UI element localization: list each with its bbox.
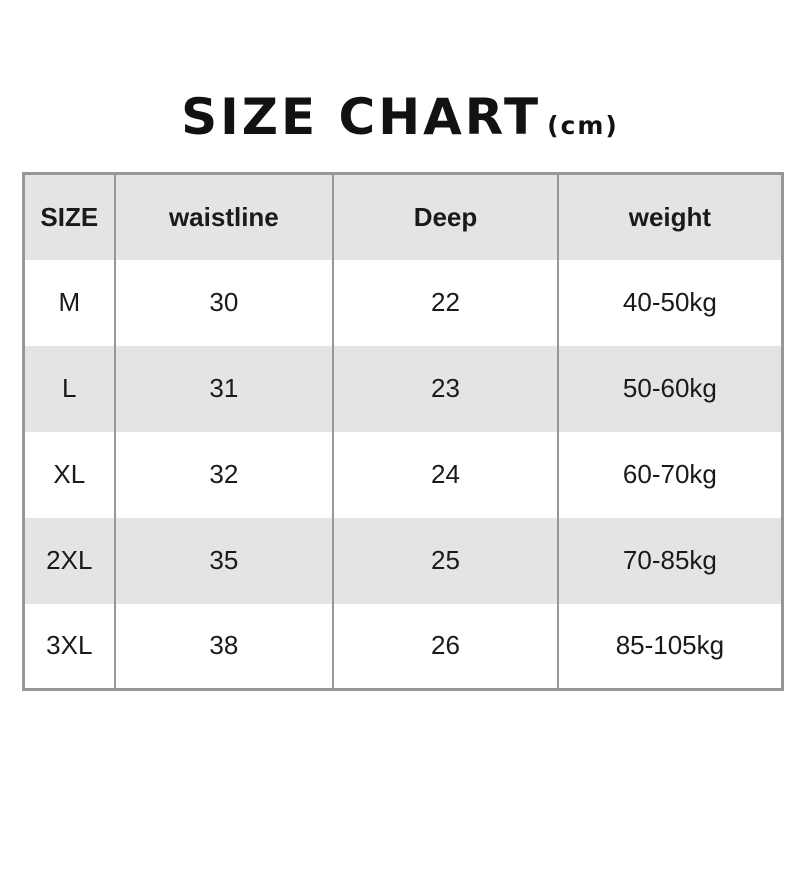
table-cell: 50-60kg xyxy=(558,346,783,432)
size-cell: 3XL xyxy=(24,604,115,690)
table-cell: 30 xyxy=(115,260,334,346)
table-cell: 60-70kg xyxy=(558,432,783,518)
table-row xyxy=(24,260,783,346)
table-row xyxy=(24,346,783,432)
title-text: SIZE CHART xyxy=(181,88,542,146)
table-cell: 35 xyxy=(115,518,334,604)
table-row xyxy=(24,432,783,518)
table-cell: 31 xyxy=(115,346,334,432)
column-header: SIZE xyxy=(24,174,115,260)
table-body xyxy=(24,260,783,690)
column-header: weight xyxy=(558,174,783,260)
table-cell: 70-85kg xyxy=(558,518,783,604)
size-cell: XL xyxy=(24,432,115,518)
size-cell: M xyxy=(24,260,115,346)
table-cell: 40-50kg xyxy=(558,260,783,346)
table-cell: 85-105kg xyxy=(558,604,783,690)
table-cell: 26 xyxy=(333,604,558,690)
table-cell: 32 xyxy=(115,432,334,518)
table-cell: 24 xyxy=(333,432,558,518)
header-row xyxy=(24,174,783,260)
column-header: Deep xyxy=(333,174,558,260)
title-unit-label: (cm) xyxy=(547,111,619,140)
size-cell: L xyxy=(24,346,115,432)
table-cell: 25 xyxy=(333,518,558,604)
size-chart-page xyxy=(0,88,800,691)
table-cell: 38 xyxy=(115,604,334,690)
table-cell: 22 xyxy=(333,260,558,346)
size-chart-table xyxy=(22,172,784,691)
page-title xyxy=(0,88,800,146)
size-cell: 2XL xyxy=(24,518,115,604)
table-row xyxy=(24,604,783,690)
column-header: waistline xyxy=(115,174,334,260)
table-row xyxy=(24,518,783,604)
table-cell: 23 xyxy=(333,346,558,432)
